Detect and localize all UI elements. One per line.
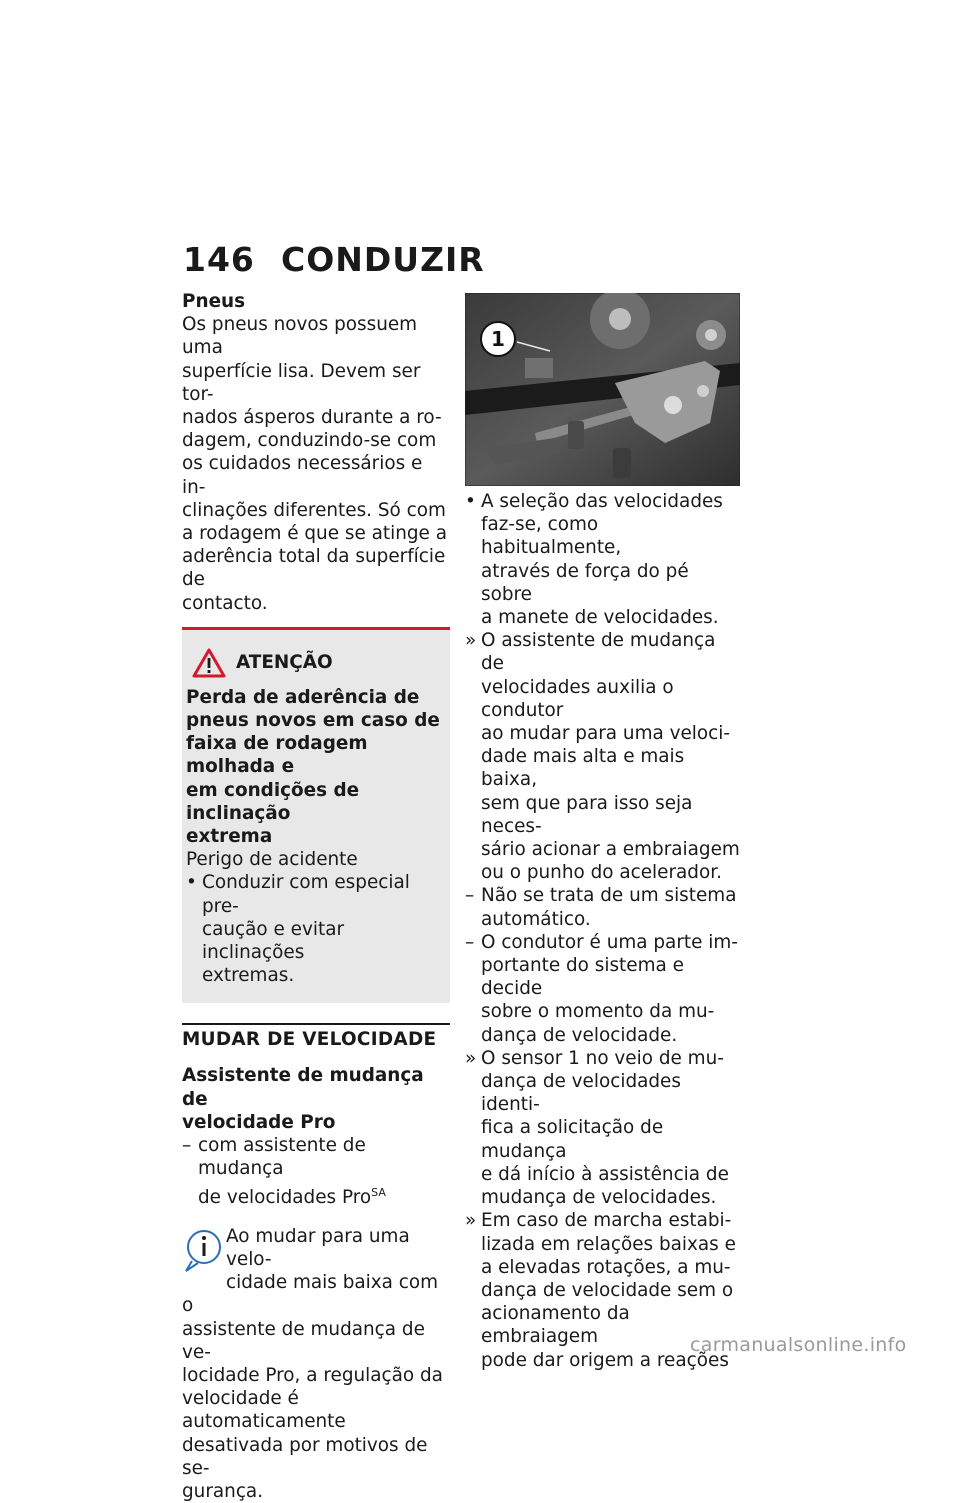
- text-line: automático.: [481, 908, 591, 930]
- text-line: ou o punho do acelerador.: [481, 862, 722, 884]
- text-line: caução e evitar inclinações: [202, 918, 345, 964]
- section-heading: MUDAR DE VELOCIDADE: [182, 1023, 450, 1050]
- list-marker: –: [465, 931, 475, 953]
- text-line: velocidade é automaticamente: [182, 1388, 346, 1433]
- text-line: aderência total da superfície de: [182, 546, 446, 591]
- warning-action: [186, 871, 446, 987]
- page-number: 146: [183, 240, 255, 279]
- steps-list: [465, 490, 740, 1372]
- warning-danger: Perigo de acidente: [186, 849, 358, 871]
- text-line: ao mudar para uma veloci-: [481, 723, 731, 745]
- text-line: a manete de velocidades.: [481, 607, 719, 629]
- text-line: O condutor é uma parte im-: [481, 931, 738, 953]
- text-line: A seleção das velocidades: [481, 491, 723, 512]
- text-line: velocidades auxilia o condutor: [481, 676, 674, 721]
- text-line: lizada em relações baixas e: [481, 1233, 736, 1255]
- list-marker: »: [465, 1047, 477, 1069]
- text-line: desativada por motivos de se-: [182, 1434, 428, 1479]
- special-equipment-sup: SA: [371, 1185, 386, 1199]
- list-item-text: [481, 490, 740, 629]
- text-line: dade mais alta e mais baixa,: [481, 746, 685, 791]
- assist-heading-line: velocidade Pro: [182, 1111, 336, 1133]
- bullet-marker: •: [186, 872, 197, 894]
- text-line: com assistente de mudança: [198, 1135, 366, 1180]
- dash-marker: –: [182, 1135, 192, 1157]
- list-marker: •: [465, 491, 476, 512]
- tyres-heading: Pneus: [182, 291, 246, 312]
- text-line: portante do sistema e decide: [481, 955, 684, 1000]
- text-line: Conduzir com especial pre-: [202, 872, 410, 917]
- warning-subject-line: em condições de inclinação: [186, 779, 360, 824]
- text-line: os cuidados necessários e in-: [182, 453, 423, 498]
- text-line: acionamento da embraiagem: [481, 1303, 630, 1348]
- watermark: carmanualsonline.info: [690, 1334, 907, 1356]
- text-line: a rodagem é que se atinge a: [182, 523, 447, 545]
- text-line: dança de velocidade sem o: [481, 1279, 734, 1301]
- text-line: O assistente de mudança de: [481, 630, 716, 675]
- text-line: Os pneus novos possuem uma: [182, 314, 418, 359]
- warning-triangle-icon: [192, 648, 226, 678]
- text-line: faz-se, como habitualmente,: [481, 514, 622, 559]
- list-item-text: [481, 884, 740, 930]
- warning-title: [192, 648, 446, 678]
- text-line: cidade mais baixa com o: [182, 1272, 439, 1317]
- text-line: gurança.: [182, 1481, 264, 1503]
- assist-heading-line: Assistente de mudança de: [182, 1065, 424, 1110]
- warning-subject: [186, 686, 446, 848]
- page-header: [183, 240, 485, 279]
- list-item: [465, 1047, 740, 1209]
- text-line: dança de velocidades identi-: [481, 1071, 681, 1116]
- list-marker: »: [465, 1210, 477, 1232]
- text-line: dança de velocidade.: [481, 1024, 678, 1046]
- text-line: dagem, conduzindo-se com: [182, 430, 437, 452]
- list-item: [465, 931, 740, 1047]
- right-column: [465, 293, 740, 1372]
- warning-box: [182, 627, 450, 1004]
- text-line: [198, 1181, 450, 1209]
- text-line: a elevadas rotações, a mu-: [481, 1256, 731, 1278]
- text-line: superfície lisa. Devem ser tor-: [182, 360, 421, 405]
- text-line: locidade Pro, a regulação da: [182, 1365, 443, 1387]
- assist-heading: [182, 1064, 450, 1134]
- warning-title-text: ATENÇÃO: [236, 652, 333, 674]
- callout-label: 1: [491, 327, 505, 351]
- text-line: contacto.: [182, 592, 268, 614]
- text-line: sário acionar a embraiagem: [481, 839, 740, 861]
- text-line: extremas.: [202, 965, 295, 987]
- gear-shift-photo: [465, 293, 740, 486]
- info-note: [182, 1225, 450, 1503]
- text-line: Ao mudar para uma velo-: [226, 1225, 410, 1271]
- text-line: sobre o momento da mu-: [481, 1001, 715, 1023]
- text-line: O sensor 1 no veio de mu-: [481, 1047, 724, 1069]
- text-line: Em caso de marcha estabi-: [481, 1210, 732, 1232]
- equipment-line: [182, 1134, 450, 1209]
- text-line: através de força do pé sobre: [481, 560, 689, 605]
- list-item-text: [481, 1047, 740, 1209]
- info-icon: [182, 1225, 222, 1275]
- chapter-title: CONDUZIR: [281, 240, 485, 279]
- warning-subject-line: extrema: [186, 826, 273, 848]
- text-line: mudança de velocidades.: [481, 1187, 717, 1209]
- text-line: Não se trata de um sistema: [481, 885, 737, 907]
- list-item: [465, 884, 740, 930]
- list-item: [465, 629, 740, 884]
- text-line: e dá início à assistência de: [481, 1163, 729, 1185]
- list-item: [465, 490, 740, 629]
- list-item-text: [481, 629, 740, 884]
- warning-subject-line: faixa de rodagem molhada e: [186, 733, 368, 778]
- text-line: clinações diferentes. Só com: [182, 499, 446, 521]
- warning-action-text: [202, 871, 446, 987]
- text-span: de velocidades Pro: [198, 1186, 372, 1208]
- text-line: nados ásperos durante a ro-: [182, 407, 442, 429]
- warning-subject-line: Perda de aderência de: [186, 686, 420, 708]
- warning-subject-line: pneus novos em caso de: [186, 710, 440, 732]
- text-line: pode dar origem a reações: [481, 1349, 729, 1371]
- text-line: assistente de mudança de ve-: [182, 1318, 425, 1363]
- text-line: sem que para isso seja neces-: [481, 792, 693, 837]
- list-marker: »: [465, 630, 477, 652]
- text-line: fica a solicitação de mudança: [481, 1117, 664, 1162]
- list-marker: –: [465, 885, 475, 907]
- equipment-text: [198, 1134, 450, 1209]
- left-column: [182, 290, 450, 1503]
- tyres-paragraph: [182, 313, 450, 615]
- list-item-text: [481, 931, 740, 1047]
